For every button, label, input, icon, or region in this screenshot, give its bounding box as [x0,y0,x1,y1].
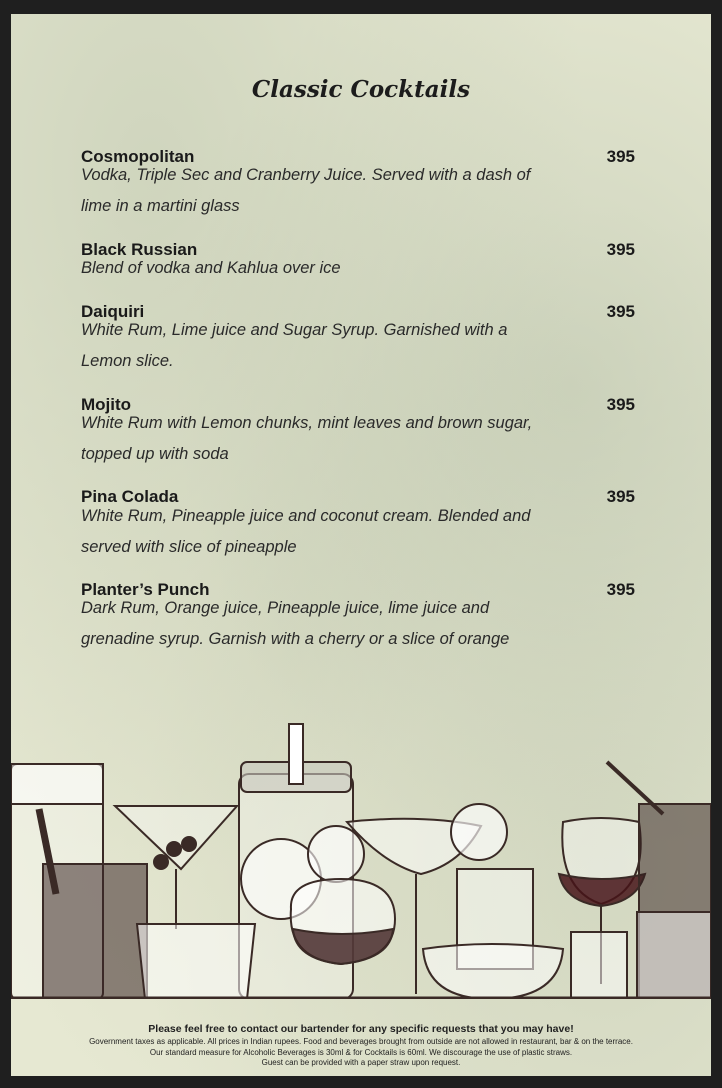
rocks-glass-icon [137,924,255,999]
footer-tax-note: Government taxes as applicable. All prices in Indian rupees. Food and beverages brought from outside are not allowed in restaurant, bar & on the terrace. [89,1037,633,1046]
punch-bowl-icon [423,944,563,999]
item-price: 395 [606,487,635,506]
martini-glass-icon [115,806,237,869]
item-name: Black Russian [81,240,198,259]
item-price: 395 [606,240,635,259]
sangria-glass-icon [43,864,147,999]
footer-notes [11,1023,711,1069]
item-name: Pina Colada [81,487,179,506]
lime-wheel-icon [451,804,507,860]
item-price: 395 [606,395,635,414]
item-description: Blend of vodka and Kahlua over ice [81,259,341,277]
item-description: White Rum, Pineapple juice and coconut cream. Blended and served with slice of pineapple [81,507,531,556]
menu-page [11,14,711,1076]
item-price: 395 [606,580,635,599]
item-description: White Rum, Lime juice and Sugar Syrup. Garnished with a Lemon slice. [81,321,508,370]
menu-title: Classic Cocktails [251,76,471,103]
item-name: Mojito [81,395,132,414]
item-name: Cosmopolitan [81,147,195,166]
item-description: Vodka, Triple Sec and Cranberry Juice. Served with a dash of lime in a martini glass [81,166,531,215]
item-price: 395 [606,302,635,321]
shot-glass-icon [571,932,627,999]
item-name: Daiquiri [81,302,145,321]
footer-straw-note: Guest can be provided with a paper straw upon request. [261,1058,461,1067]
item-name: Planter’s Punch [81,580,210,599]
footer-measure-note: Our standard measure for Alcoholic Beverages is 30ml & for Cocktails is 60ml. We discourage the use of plastic straws. [149,1047,573,1057]
item-description: White Rum with Lemon chunks, mint leaves and brown sugar, topped up with soda [81,414,533,463]
item-price: 395 [606,147,635,166]
item-description: Dark Rum, Orange juice, Pineapple juice, lime juice and grenadine syrup. Garnish with a cherry or a slice of orange [81,599,510,648]
cocktail-illustration [11,714,711,999]
footer-lead: Please feel free to contact our bartender for any specific requests that you may have! [148,1023,574,1035]
